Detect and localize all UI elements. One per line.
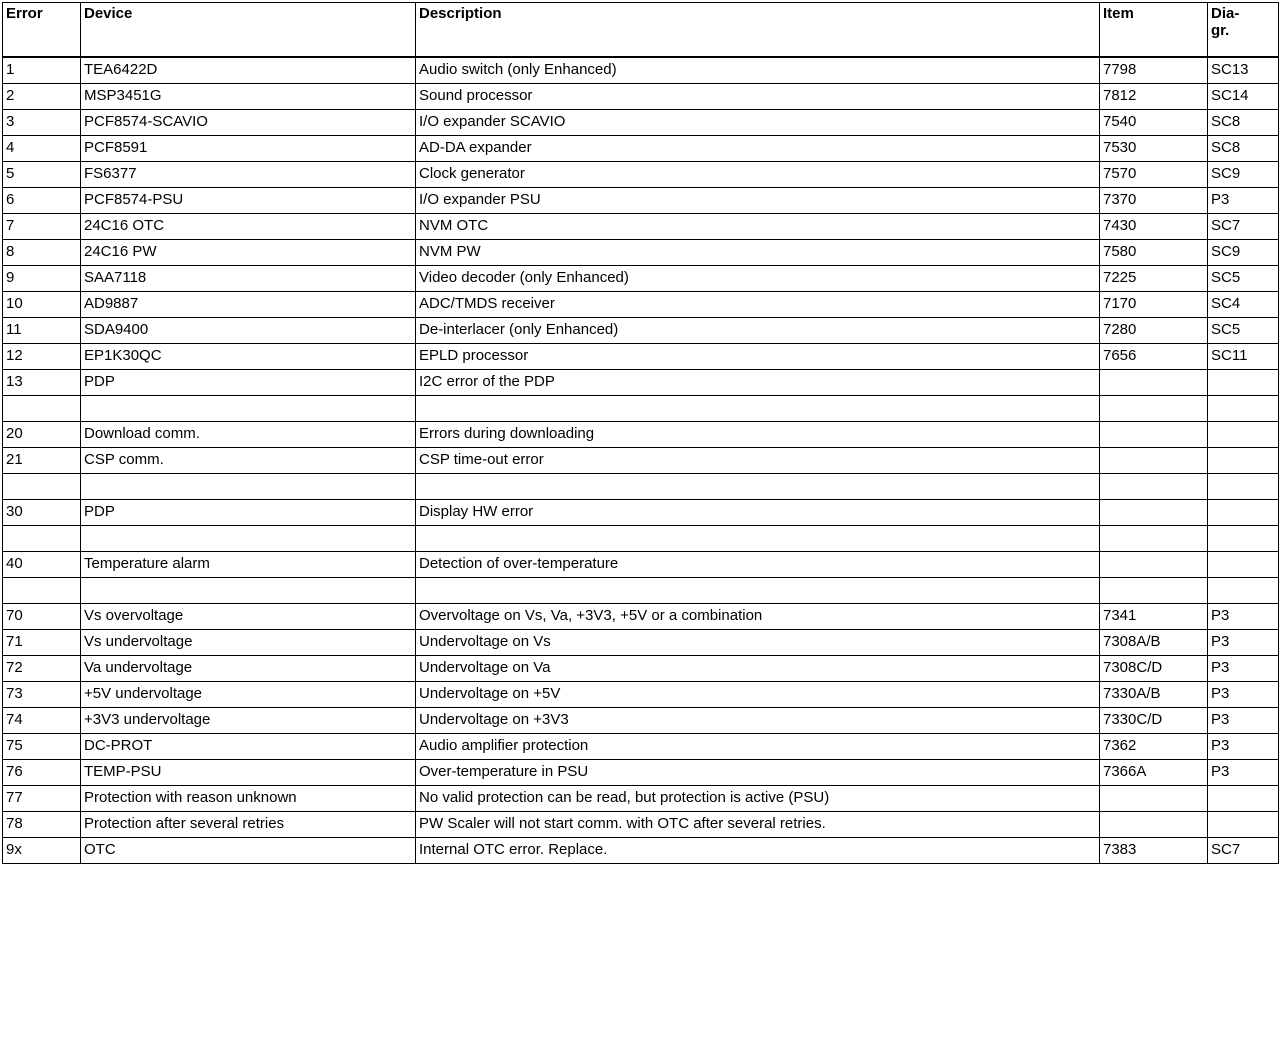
cell-device: PCF8591 (81, 136, 416, 162)
table-row (3, 500, 1279, 526)
header-diagram (1208, 3, 1279, 58)
cell-error: 74 (3, 708, 81, 734)
cell-description: NVM PW (416, 240, 1100, 266)
cell-device: Vs overvoltage (81, 604, 416, 630)
cell-error: 1 (3, 57, 81, 84)
cell-device: PCF8574-SCAVIO (81, 110, 416, 136)
cell-description: Sound processor (416, 84, 1100, 110)
table-row (3, 344, 1279, 370)
cell-description: Undervoltage on +5V (416, 682, 1100, 708)
cell-description: Detection of over-temperature (416, 552, 1100, 578)
cell-description: Undervoltage on Vs (416, 630, 1100, 656)
cell-diagram: SC9 (1208, 240, 1279, 266)
cell-error: 5 (3, 162, 81, 188)
cell-error: 21 (3, 448, 81, 474)
cell-description (416, 578, 1100, 604)
cell-diagram: SC8 (1208, 110, 1279, 136)
cell-device (81, 474, 416, 500)
cell-error: 78 (3, 812, 81, 838)
table-row (3, 422, 1279, 448)
cell-error: 12 (3, 344, 81, 370)
cell-device: +3V3 undervoltage (81, 708, 416, 734)
cell-device: OTC (81, 838, 416, 864)
cell-device: 24C16 OTC (81, 214, 416, 240)
cell-description: EPLD processor (416, 344, 1100, 370)
cell-diagram: P3 (1208, 656, 1279, 682)
cell-item: 7341 (1100, 604, 1208, 630)
cell-error: 72 (3, 656, 81, 682)
cell-item (1100, 552, 1208, 578)
cell-diagram (1208, 500, 1279, 526)
cell-diagram: SC14 (1208, 84, 1279, 110)
table-row (3, 214, 1279, 240)
cell-error: 13 (3, 370, 81, 396)
cell-item (1100, 448, 1208, 474)
cell-diagram (1208, 474, 1279, 500)
cell-item: 7225 (1100, 266, 1208, 292)
cell-description: ADC/TMDS receiver (416, 292, 1100, 318)
cell-description: Display HW error (416, 500, 1100, 526)
table-row (3, 188, 1279, 214)
cell-item: 7308C/D (1100, 656, 1208, 682)
cell-error (3, 474, 81, 500)
cell-description: Undervoltage on Va (416, 656, 1100, 682)
cell-description (416, 526, 1100, 552)
header-diagram-line1: Dia- (1211, 5, 1240, 22)
table-row (3, 240, 1279, 266)
cell-item: 7383 (1100, 838, 1208, 864)
cell-item (1100, 578, 1208, 604)
cell-item (1100, 474, 1208, 500)
cell-device: Protection after several retries (81, 812, 416, 838)
header-error: Error (3, 3, 81, 58)
cell-diagram: P3 (1208, 682, 1279, 708)
header-diagram-line2: gr. (1211, 22, 1230, 39)
cell-description: I/O expander PSU (416, 188, 1100, 214)
cell-diagram (1208, 422, 1279, 448)
cell-diagram (1208, 786, 1279, 812)
cell-error: 4 (3, 136, 81, 162)
cell-item: 7330A/B (1100, 682, 1208, 708)
cell-diagram (1208, 370, 1279, 396)
cell-error: 7 (3, 214, 81, 240)
cell-error: 8 (3, 240, 81, 266)
cell-item: 7656 (1100, 344, 1208, 370)
header-device: Device (81, 3, 416, 58)
cell-error: 6 (3, 188, 81, 214)
cell-diagram: P3 (1208, 188, 1279, 214)
cell-diagram: P3 (1208, 604, 1279, 630)
cell-item: 7812 (1100, 84, 1208, 110)
cell-error: 3 (3, 110, 81, 136)
cell-device: 24C16 PW (81, 240, 416, 266)
cell-diagram: P3 (1208, 630, 1279, 656)
cell-device: SAA7118 (81, 266, 416, 292)
cell-item (1100, 786, 1208, 812)
cell-description: Audio switch (only Enhanced) (416, 57, 1100, 84)
cell-device: Va undervoltage (81, 656, 416, 682)
cell-device: TEA6422D (81, 57, 416, 84)
cell-device: EP1K30QC (81, 344, 416, 370)
cell-device: SDA9400 (81, 318, 416, 344)
cell-description: I2C error of the PDP (416, 370, 1100, 396)
cell-description: PW Scaler will not start comm. with OTC after several retries. (416, 812, 1100, 838)
cell-item: 7580 (1100, 240, 1208, 266)
table-row (3, 734, 1279, 760)
cell-description (416, 474, 1100, 500)
cell-item: 7170 (1100, 292, 1208, 318)
table-row (3, 396, 1279, 422)
cell-diagram: SC9 (1208, 162, 1279, 188)
table-body (3, 57, 1279, 864)
cell-error (3, 526, 81, 552)
cell-device: CSP comm. (81, 448, 416, 474)
cell-description: Overvoltage on Vs, Va, +3V3, +5V or a combination (416, 604, 1100, 630)
cell-description: I/O expander SCAVIO (416, 110, 1100, 136)
table-row (3, 526, 1279, 552)
cell-diagram: P3 (1208, 760, 1279, 786)
cell-item: 7330C/D (1100, 708, 1208, 734)
cell-item: 7370 (1100, 188, 1208, 214)
cell-diagram (1208, 396, 1279, 422)
table-row (3, 604, 1279, 630)
cell-diagram: SC11 (1208, 344, 1279, 370)
table-row (3, 812, 1279, 838)
cell-diagram: SC13 (1208, 57, 1279, 84)
cell-diagram: P3 (1208, 734, 1279, 760)
cell-diagram (1208, 578, 1279, 604)
cell-description: Over-temperature in PSU (416, 760, 1100, 786)
cell-item: 7798 (1100, 57, 1208, 84)
cell-description: Internal OTC error. Replace. (416, 838, 1100, 864)
cell-description: No valid protection can be read, but protection is active (PSU) (416, 786, 1100, 812)
table-row (3, 370, 1279, 396)
cell-description: Clock generator (416, 162, 1100, 188)
table-row (3, 474, 1279, 500)
cell-description: CSP time-out error (416, 448, 1100, 474)
cell-description: AD-DA expander (416, 136, 1100, 162)
table-row (3, 708, 1279, 734)
cell-device (81, 526, 416, 552)
table-row (3, 57, 1279, 84)
cell-error: 40 (3, 552, 81, 578)
cell-device: TEMP-PSU (81, 760, 416, 786)
cell-description: Errors during downloading (416, 422, 1100, 448)
cell-device: +5V undervoltage (81, 682, 416, 708)
cell-diagram: SC7 (1208, 838, 1279, 864)
cell-item: 7362 (1100, 734, 1208, 760)
cell-item (1100, 422, 1208, 448)
table-row (3, 786, 1279, 812)
cell-item: 7280 (1100, 318, 1208, 344)
table-row (3, 448, 1279, 474)
cell-error: 20 (3, 422, 81, 448)
table-row (3, 292, 1279, 318)
error-code-table (2, 2, 1279, 864)
cell-error: 70 (3, 604, 81, 630)
table-header-row (3, 3, 1279, 58)
cell-device: Protection with reason unknown (81, 786, 416, 812)
cell-device: PDP (81, 370, 416, 396)
table-row (3, 682, 1279, 708)
header-description: Description (416, 3, 1100, 58)
cell-device: PDP (81, 500, 416, 526)
table-row (3, 552, 1279, 578)
cell-description: Video decoder (only Enhanced) (416, 266, 1100, 292)
table-row (3, 136, 1279, 162)
cell-error (3, 396, 81, 422)
cell-item: 7530 (1100, 136, 1208, 162)
cell-device: Download comm. (81, 422, 416, 448)
cell-device (81, 578, 416, 604)
cell-error: 71 (3, 630, 81, 656)
cell-description: Undervoltage on +3V3 (416, 708, 1100, 734)
cell-error: 76 (3, 760, 81, 786)
cell-item (1100, 526, 1208, 552)
cell-error: 75 (3, 734, 81, 760)
cell-error: 11 (3, 318, 81, 344)
table-row (3, 578, 1279, 604)
table-row (3, 760, 1279, 786)
table-row (3, 318, 1279, 344)
cell-item: 7430 (1100, 214, 1208, 240)
cell-description: NVM OTC (416, 214, 1100, 240)
cell-device: FS6377 (81, 162, 416, 188)
cell-device: Temperature alarm (81, 552, 416, 578)
cell-device: MSP3451G (81, 84, 416, 110)
table-row (3, 838, 1279, 864)
cell-item: 7308A/B (1100, 630, 1208, 656)
cell-device: Vs undervoltage (81, 630, 416, 656)
cell-device: PCF8574-PSU (81, 188, 416, 214)
cell-diagram (1208, 448, 1279, 474)
table-row (3, 84, 1279, 110)
cell-error (3, 578, 81, 604)
cell-item (1100, 396, 1208, 422)
cell-item: 7540 (1100, 110, 1208, 136)
cell-description (416, 396, 1100, 422)
table-row (3, 162, 1279, 188)
cell-device: DC-PROT (81, 734, 416, 760)
cell-item (1100, 812, 1208, 838)
cell-diagram: P3 (1208, 708, 1279, 734)
cell-diagram: SC4 (1208, 292, 1279, 318)
cell-error: 73 (3, 682, 81, 708)
cell-item (1100, 370, 1208, 396)
cell-device (81, 396, 416, 422)
cell-item: 7366A (1100, 760, 1208, 786)
cell-description: De-interlacer (only Enhanced) (416, 318, 1100, 344)
header-item: Item (1100, 3, 1208, 58)
cell-diagram: SC5 (1208, 266, 1279, 292)
cell-diagram (1208, 552, 1279, 578)
table-row (3, 266, 1279, 292)
cell-device: AD9887 (81, 292, 416, 318)
cell-error: 10 (3, 292, 81, 318)
cell-error: 77 (3, 786, 81, 812)
cell-error: 9 (3, 266, 81, 292)
cell-diagram: SC8 (1208, 136, 1279, 162)
cell-diagram: SC7 (1208, 214, 1279, 240)
cell-error: 2 (3, 84, 81, 110)
cell-diagram (1208, 526, 1279, 552)
cell-error: 9x (3, 838, 81, 864)
cell-item (1100, 500, 1208, 526)
cell-item: 7570 (1100, 162, 1208, 188)
cell-diagram (1208, 812, 1279, 838)
table-row (3, 656, 1279, 682)
cell-description: Audio amplifier protection (416, 734, 1100, 760)
cell-error: 30 (3, 500, 81, 526)
table-row (3, 630, 1279, 656)
table-row (3, 110, 1279, 136)
cell-diagram: SC5 (1208, 318, 1279, 344)
